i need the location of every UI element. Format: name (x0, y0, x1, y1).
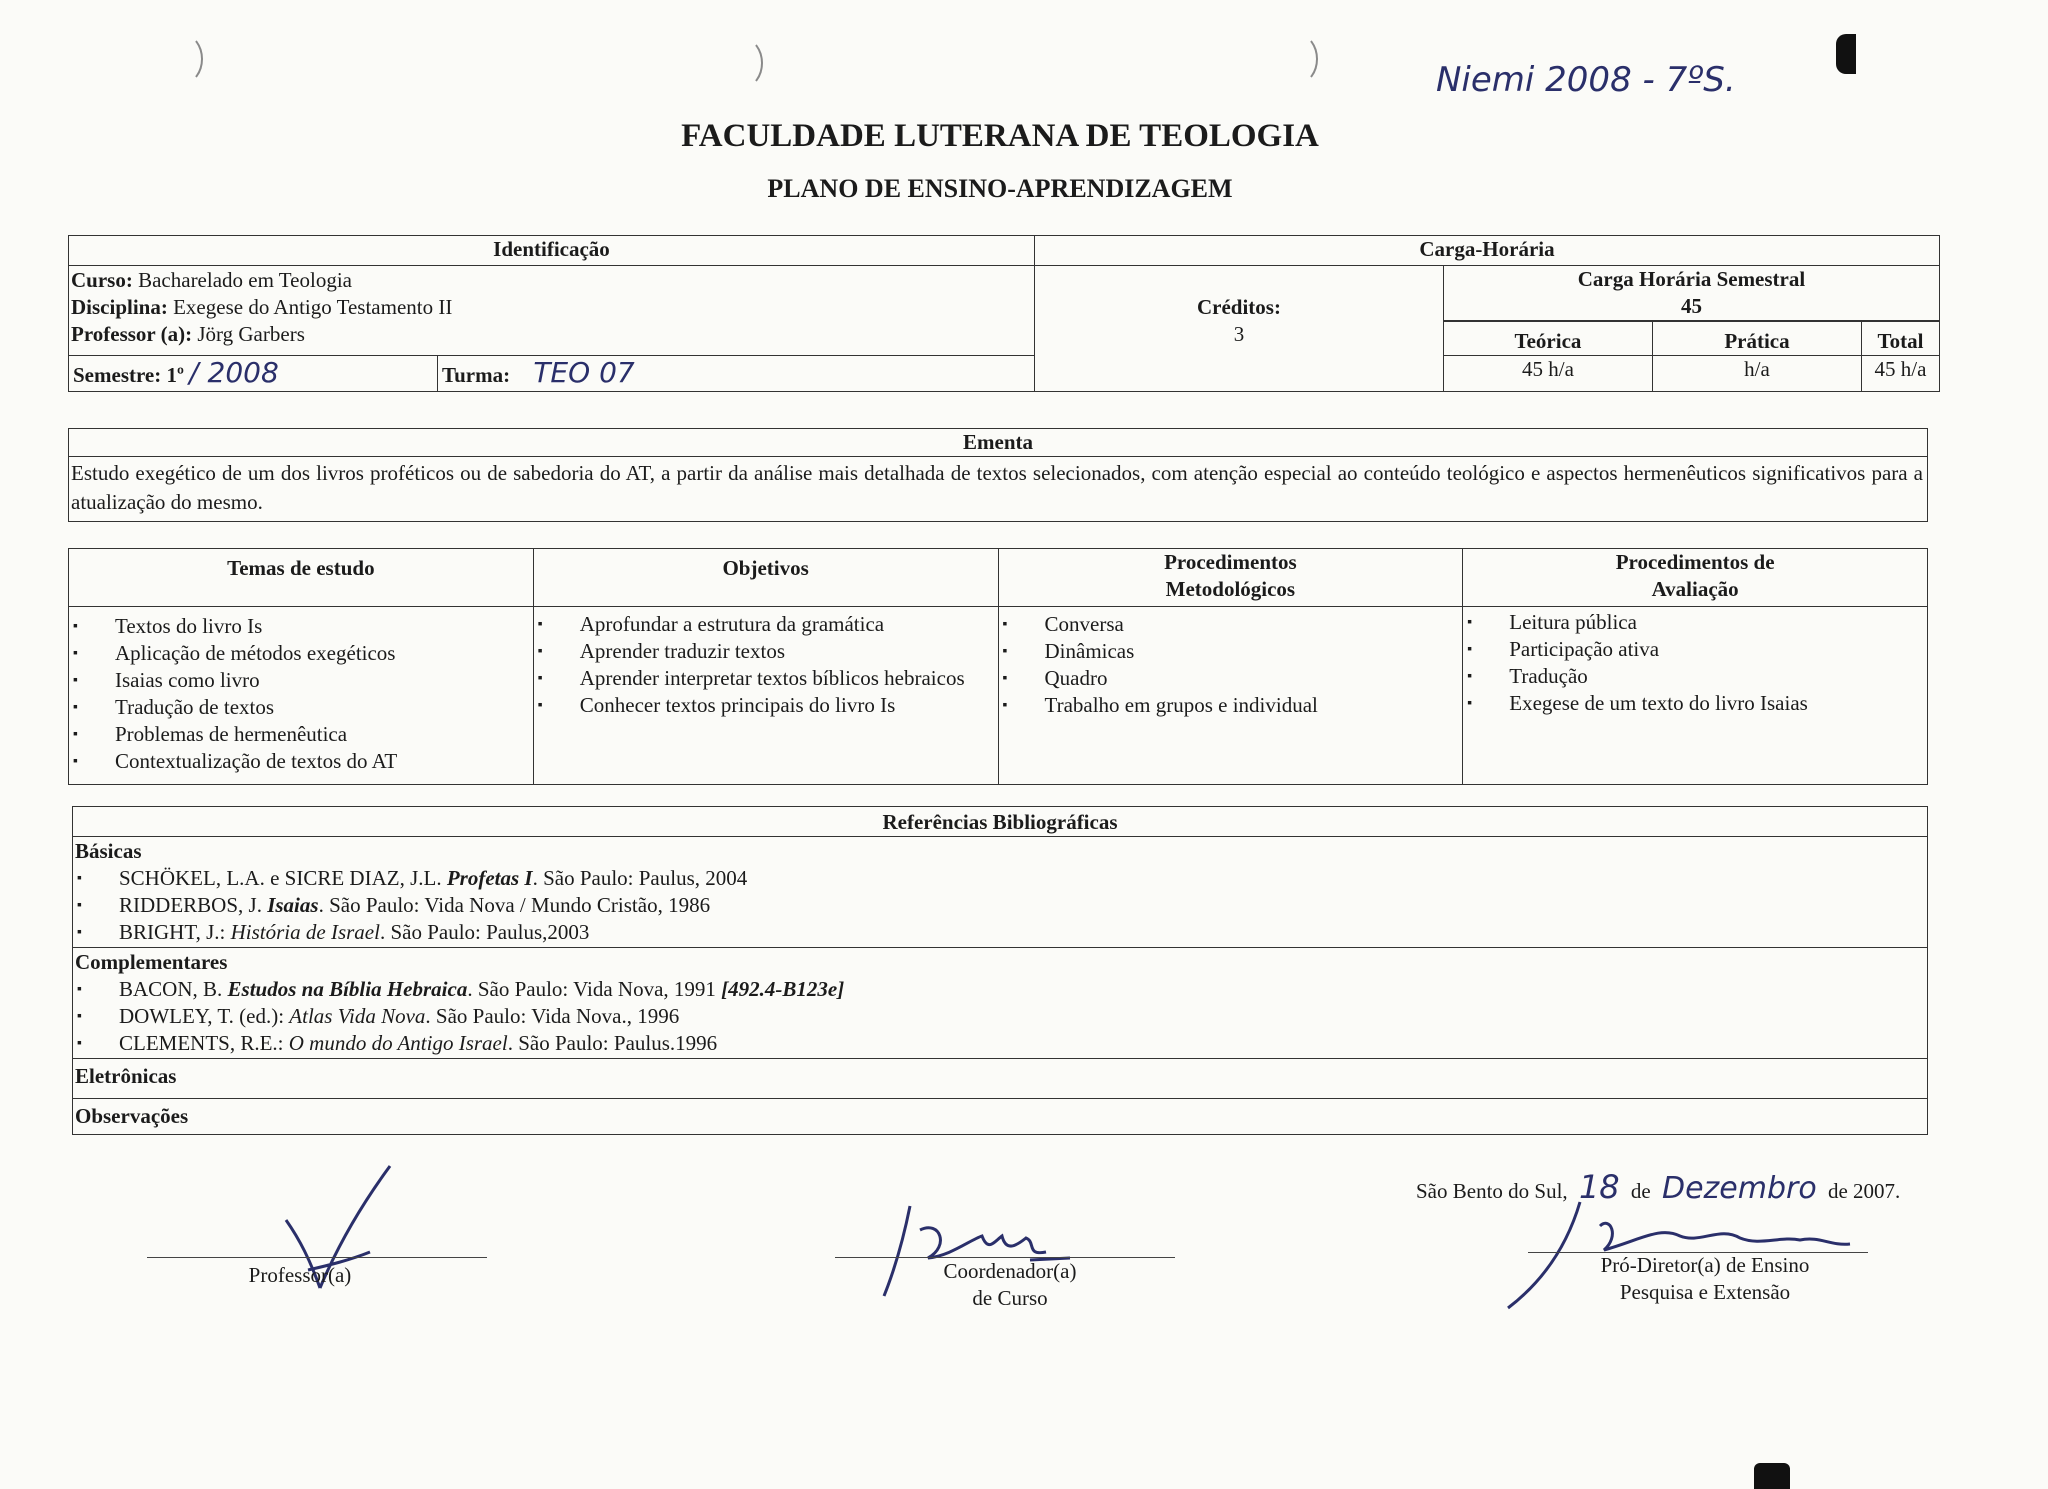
professor-row: Professor (a): Jörg Garbers (71, 322, 305, 346)
prodiretor-label: Pró-Diretor(a) de Ensino Pesquisa e Extensão (1600, 1253, 1810, 1304)
punch-hole (1836, 34, 1856, 74)
creditos-cell (1034, 266, 1443, 392)
carga-semestral-label: Carga Horária Semestral (1577, 267, 1806, 291)
ementa-header: Ementa (69, 429, 1928, 457)
punch-hole-mark (1280, 34, 1318, 84)
list-item: ▪ Quadro (1001, 665, 1461, 692)
punch-hole-mark (725, 38, 763, 88)
planning-columns-table (68, 548, 1928, 785)
list-item: ▪ Tradução (1465, 663, 1925, 690)
reference-item: ▪ DOWLEY, T. (ed.): Atlas Vida Nova. São Paulo: Vida Nova., 1996 (75, 1003, 1925, 1030)
semestre-value: / 2008 (189, 355, 279, 389)
objetivos-list (533, 607, 998, 785)
carga-semestral-value: 45 (1680, 294, 1702, 318)
references-table (72, 806, 1928, 1135)
list-item: ▪ Textos do livro Is (71, 613, 531, 640)
basicas-section (73, 837, 1928, 948)
list-item: ▪ Conhecer textos principais do livro Is (536, 692, 996, 719)
pratica-label: Prática (1652, 321, 1861, 356)
professor-value: Jörg Garbers (197, 322, 305, 346)
complementares-section (73, 948, 1928, 1059)
proc-av-list (1463, 607, 1928, 785)
professor-label: Professor(a) (248, 1263, 352, 1287)
identificacao-header: Identificação (69, 236, 1035, 266)
curso-value: Bacharelado em Teologia (138, 268, 352, 292)
date-day: 18 (1578, 1168, 1620, 1206)
curso-row: Curso: Bacharelado em Teologia (71, 268, 352, 292)
total-value: 45 h/a (1861, 356, 1939, 392)
reference-item: ▪ RIDDERBOS, J. Isaias. São Paulo: Vida Nova / Mundo Cristão, 1986 (75, 892, 1925, 919)
list-item: ▪ Leitura pública (1465, 609, 1925, 636)
list-item: ▪ Aprofundar a estrutura da gramática (536, 611, 996, 638)
list-item: ▪ Aplicação de métodos exegéticos (71, 640, 531, 667)
reference-item: ▪ CLEMENTS, R.E.: O mundo do Antigo Israel. São Paulo: Paulus.1996 (75, 1030, 1925, 1057)
proc-met-header: Procedimentos Metodológicos (998, 549, 1463, 607)
reference-item: ▪ BACON, B. Estudos na Bíblia Hebraica. São Paulo: Vida Nova, 1991 [492.4-B123e] (75, 976, 1925, 1003)
list-item: ▪ Trabalho em grupos e individual (1001, 692, 1461, 719)
list-item: ▪ Conversa (1001, 611, 1461, 638)
institution-name: FACULDADE LUTERANA DE TEOLOGIA (681, 118, 1319, 154)
observacoes-section: Observações (73, 1099, 1928, 1135)
list-item: ▪ Tradução de textos (71, 694, 531, 721)
list-item: ▪ Participação ativa (1465, 636, 1925, 663)
place-prefix: São Bento do Sul, (1416, 1179, 1568, 1203)
list-item: ▪ Aprender traduzir textos (536, 638, 996, 665)
teorica-value: 45 h/a (1443, 356, 1652, 392)
list-item: ▪ Contextualização de textos do AT (71, 748, 531, 775)
ementa-table (68, 428, 1928, 522)
scan-dark-mark (1754, 1463, 1790, 1489)
proc-met-list (998, 607, 1463, 785)
total-label: Total (1861, 321, 1939, 356)
professor-signature-line (147, 1257, 487, 1258)
list-item: ▪ Exegese de um texto do livro Isaias (1465, 690, 1925, 717)
handwritten-note: Niemi 2008 - 7ºS. (1436, 60, 1736, 100)
creditos-value: 3 (1233, 322, 1245, 346)
creditos-label: Créditos: (1196, 295, 1281, 319)
references-header: Referências Bibliográficas (73, 807, 1928, 837)
list-item: ▪ Aprender interpretar textos bíblicos hebraicos (536, 665, 996, 692)
teorica-label: Teórica (1443, 321, 1652, 356)
date-line: São Bento do Sul, 18 de Dezembro de 2007. (1416, 1168, 1901, 1206)
reference-item: ▪ BRIGHT, J.: História de Israel. São Paulo: Paulus,2003 (75, 919, 1925, 946)
complementares-label: Complementares (75, 950, 228, 974)
disciplina-value: Exegese do Antigo Testamento II (173, 295, 453, 319)
document-title: PLANO DE ENSINO-APRENDIZAGEM (767, 174, 1233, 203)
basicas-label: Básicas (75, 839, 142, 863)
pratica-value: h/a (1652, 356, 1861, 392)
punch-hole-mark (165, 34, 203, 84)
eletronicas-section: Eletrônicas (73, 1059, 1928, 1099)
objetivos-header: Objetivos (533, 549, 998, 607)
disciplina-row: Disciplina: Exegese do Antigo Testamento II (71, 295, 453, 319)
identification-table (68, 235, 1940, 392)
identification-fields (69, 266, 1035, 356)
date-month: Dezembro (1661, 1171, 1817, 1206)
list-item: ▪ Problemas de hermenêutica (71, 721, 531, 748)
turma-cell: Turma: TEO 07 (438, 356, 1035, 392)
list-item: ▪ Dinâmicas (1001, 638, 1461, 665)
turma-value: TEO 07 (533, 355, 635, 389)
temas-header: Temas de estudo (69, 549, 534, 607)
ementa-text: Estudo exegético de um dos livros proféticos ou de sabedoria do AT, a partir da análise mais detalhada de textos selecionados, com atenção especial ao conteúdo teológico e aspectos hermenêuticos significativos para a atualização do mesmo. (69, 457, 1928, 522)
carga-horaria-header: Carga-Horária (1034, 236, 1939, 266)
coordenador-label: Coordenador(a) de Curso (943, 1259, 1077, 1310)
carga-semestral-cell (1443, 266, 1939, 322)
proc-av-header: Procedimentos de Avaliação (1463, 549, 1928, 607)
date-year: de 2007. (1827, 1179, 1901, 1203)
list-item: ▪ Isaias como livro (71, 667, 531, 694)
semestre-cell: Semestre: 1º / 2008 (69, 356, 438, 392)
temas-list (69, 607, 534, 785)
reference-item: ▪ SCHÖKEL, L.A. e SICRE DIAZ, J.L. Profetas I. São Paulo: Paulus, 2004 (75, 865, 1925, 892)
